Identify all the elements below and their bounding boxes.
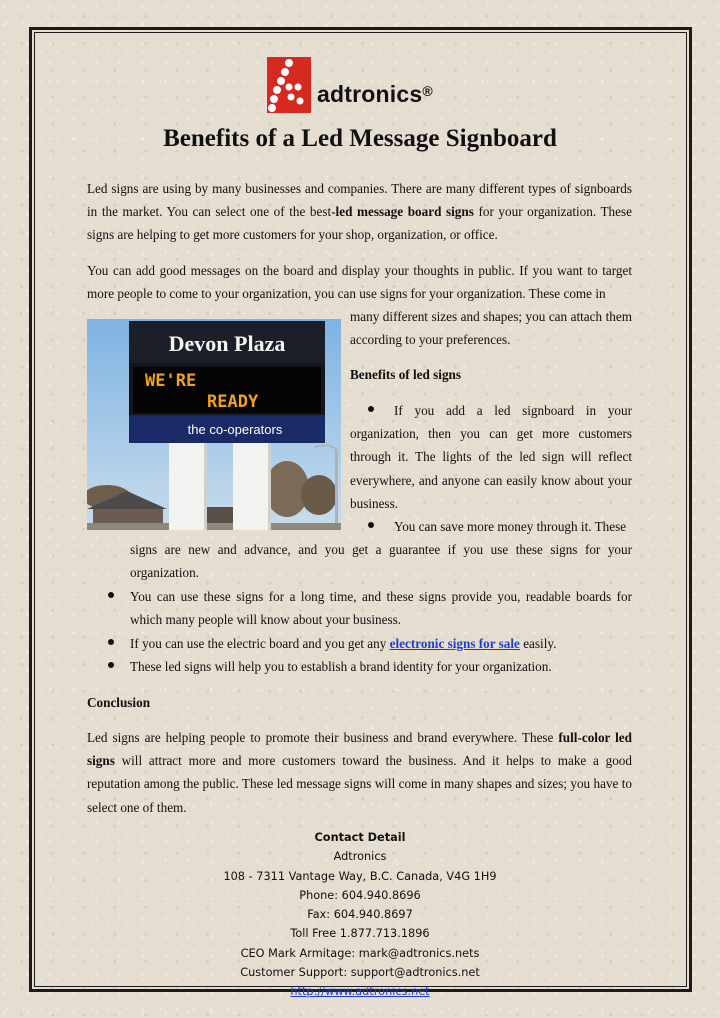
bullet-dot	[108, 592, 114, 598]
conclusion-heading: Conclusion	[87, 695, 151, 710]
sign-top-text: Devon Plaza	[168, 331, 286, 356]
contact-block	[0, 828, 720, 1002]
contact-fax: Fax: 604.940.8697	[307, 908, 413, 922]
contact-address: 108 - 7311 Vantage Way, B.C. Canada, V4G 1H9	[223, 869, 497, 883]
messages-paragraph-tail: many different sizes and shapes; you can attach them according to your preferences.	[350, 309, 632, 348]
led-sign-photo	[87, 319, 341, 530]
benefit-item-5: These led signs will help you to establish a brand identity for your organization.	[130, 659, 552, 674]
bullet-dot	[108, 639, 114, 645]
contact-tollfree: Toll Free 1.877.713.1896	[290, 927, 430, 941]
benefit-item-4: If you can use the electric board and you get any electronic signs for sale easily.	[130, 636, 557, 651]
benefit-item-3: You can use these signs for a long time, and these signs provide you, readable boards for which many people will know about your business.	[130, 589, 632, 628]
electronic-signs-link[interactable]: electronic signs for sale	[389, 636, 520, 651]
led-line-2: READY	[207, 392, 259, 412]
benefit-item-1: If you add a led signboard in your organization, then you can get more customers through it. The lights of the led sign will reflect everywhere, and anyone can easily know about your business.	[350, 403, 632, 511]
sign-bottom-text: the co-operators	[187, 422, 283, 437]
led-line-1: WE'RE	[145, 371, 197, 391]
contact-heading: Contact Detail	[314, 831, 406, 844]
benefits-heading: Benefits of led signs	[350, 367, 461, 382]
website-link[interactable]: http://www.adtronics.net	[290, 985, 430, 999]
conclusion-paragraph: Led signs are helping people to promote their business and brand everywhere. These full-color led signs will attract more and more customers toward the business. And it helps to make a good reputation among the public. These led message signs will come in many shapes and sizes; you have to select one of them.	[87, 730, 632, 815]
contact-support: Customer Support: support@adtronics.net	[240, 966, 480, 980]
logo-wordmark: adtronics®	[317, 81, 433, 107]
bullet-dot	[108, 662, 114, 668]
adtronics-logo	[267, 57, 467, 113]
contact-phone: Phone: 604.940.8696	[299, 888, 421, 902]
logo-mark	[267, 57, 311, 113]
page-title: Benefits of a Led Message Signboard	[163, 125, 557, 152]
benefit-item-2-rest: signs are new and advance, and you get a guarantee if you use these signs for your organization.	[130, 542, 632, 581]
intro-paragraph: Led signs are using by many businesses and companies. There are many different types of signboards in the market. You can select one of the best-led message board signs for your organization. These signs are helping to get more customers for your shop, organization, or office.	[87, 181, 632, 243]
benefit-item-2-line1: You can save more money through it. These	[394, 519, 627, 534]
bullet-dot	[368, 522, 374, 528]
contact-ceo: CEO Mark Armitage: mark@adtronics.nets	[240, 946, 480, 960]
messages-paragraph: You can add good messages on the board and display your thoughts in public. If you want to target more people to come to your organization, you can use signs for your organization. These come in	[87, 263, 632, 302]
contact-company: Adtronics	[333, 850, 387, 864]
